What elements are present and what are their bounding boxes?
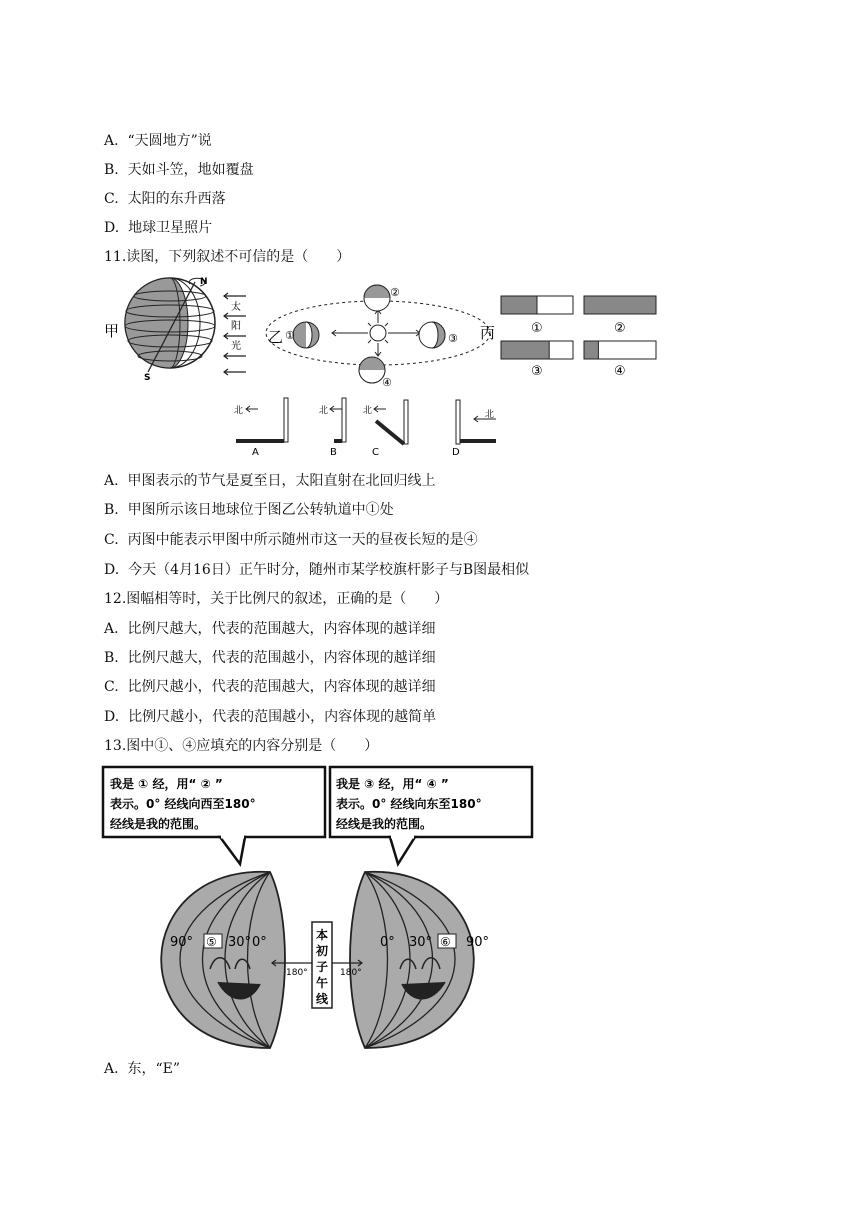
bar-label-1: ① — [531, 321, 543, 336]
q11-figure — [100, 276, 680, 460]
bar-label-4: ④ — [614, 364, 626, 379]
shadow-d — [456, 400, 496, 444]
east-30-label: 30° — [409, 935, 433, 950]
label-jia: 甲 — [104, 322, 120, 340]
q11-option-b: B. 甲图所示该日地球位于图乙公转轨道中①处 — [104, 502, 394, 518]
west-box-label: ⑤ — [206, 935, 217, 949]
globe-jia — [125, 278, 215, 372]
sunlight-char-1: 太 — [231, 302, 241, 313]
q12-stem: 12.图幅相等时，关于比例尺的叙述，正确的是（ ） — [104, 591, 449, 607]
shadow-label-d: D — [452, 447, 460, 458]
orbit-label-1: ① — [285, 329, 295, 342]
meridian-char-5: 线 — [316, 992, 329, 1006]
bubble-right-line-1: 我是 ③ 经，用“ ④ ” — [336, 777, 449, 791]
q10-option-c: C. 太阳的东升西落 — [104, 191, 226, 207]
east-90-label: 90° — [466, 935, 490, 950]
q11-stem: 11.读图，下列叙述不可信的是（ ） — [104, 249, 351, 265]
bubble-right-line-3: 经线是我的范围。 — [336, 817, 433, 831]
bar-4-fill — [584, 341, 598, 359]
bubble-left-line-2: 表示。0° 经线向西至180° — [110, 797, 256, 811]
shadow-b — [330, 398, 346, 443]
bar-2-fill — [584, 296, 656, 314]
q10-option-b: B. 天如斗笠，地如覆盘 — [104, 162, 254, 178]
label-yi: 乙 — [268, 328, 284, 346]
bar-3 — [501, 341, 573, 359]
q11-option-a: A. 甲图表示的节气是夏至日，太阳直射在北回归线上 — [104, 473, 436, 489]
sunlight-char-3: 光 — [231, 341, 241, 352]
bar-1 — [501, 296, 573, 314]
shadow-label-a: A — [252, 447, 259, 458]
north-label-a: 北 — [234, 406, 244, 416]
q11-option-c: C. 丙图中能表示甲图中所示随州市这一天的昼夜长短的是④ — [104, 532, 478, 548]
q10-option-d: D. 地球卫星照片 — [104, 220, 213, 236]
orbit-label-3: ③ — [448, 332, 458, 345]
bubble-left-line-1: 我是 ① 经，用“ ② ” — [110, 777, 223, 791]
bar-3-fill — [501, 341, 549, 359]
q13-figure — [100, 764, 536, 1054]
meridian-char-3: 子 — [316, 960, 329, 974]
bubble-left-line-3: 经线是我的范围。 — [110, 817, 207, 831]
q12-option-c: C. 比例尺越小，代表的范围越大，内容体现的越详细 — [104, 679, 436, 695]
north-label-b: 北 — [319, 406, 329, 416]
east-box-label: ⑥ — [440, 935, 451, 949]
q12-option-d: D. 比例尺越小，代表的范围越小，内容体现的越简单 — [104, 709, 437, 725]
meridian-char-2: 初 — [316, 944, 329, 958]
shadow-a — [236, 398, 288, 443]
shadow-label-c: C — [372, 447, 379, 458]
q13-stem: 13.图中①、④应填充的内容分别是（ ） — [104, 738, 379, 754]
q11-option-d: D. 今天（4月16日）正午时分，随州市某学校旗杆影子与B图最相似 — [104, 562, 530, 578]
sunlight-char-2: 阳 — [231, 321, 241, 332]
q13-option-a: A. 东，“E” — [104, 1061, 181, 1077]
label-n: N — [200, 277, 208, 287]
bar-4 — [584, 341, 656, 359]
bar-label-3: ③ — [531, 364, 543, 379]
west-0-label: 0° — [252, 935, 267, 950]
east-180-label: 180° — [340, 968, 362, 978]
west-90-label: 90° — [170, 935, 194, 950]
orbit-label-4: ④ — [382, 376, 392, 389]
bar-label-2: ② — [614, 321, 626, 336]
shadow-label-b: B — [330, 447, 337, 458]
north-label-c: 北 — [363, 406, 373, 416]
orbit-label-2: ② — [390, 286, 400, 299]
west-180-label: 180° — [286, 968, 308, 978]
meridian-char-4: 午 — [316, 976, 329, 990]
q12-option-a: A. 比例尺越大，代表的范围越大，内容体现的越详细 — [104, 621, 436, 637]
q12-option-b: B. 比例尺越大，代表的范围越小，内容体现的越详细 — [104, 650, 436, 666]
label-s: S — [144, 373, 151, 383]
label-bing: 丙 — [480, 324, 496, 342]
west-30-label: 30° — [228, 935, 252, 950]
bubble-right-line-2: 表示。0° 经线向东至180° — [336, 797, 482, 811]
hemisphere-east — [350, 872, 474, 1048]
hemisphere-west — [161, 872, 285, 1048]
q10-option-a: A. “天圆地方”说 — [104, 133, 212, 149]
bar-1-fill — [501, 296, 537, 314]
east-0-label: 0° — [380, 935, 395, 950]
shadow-c — [374, 400, 408, 444]
bar-2 — [584, 296, 656, 314]
meridian-char-1: 本 — [316, 928, 329, 942]
north-label-d: 北 — [485, 410, 495, 420]
